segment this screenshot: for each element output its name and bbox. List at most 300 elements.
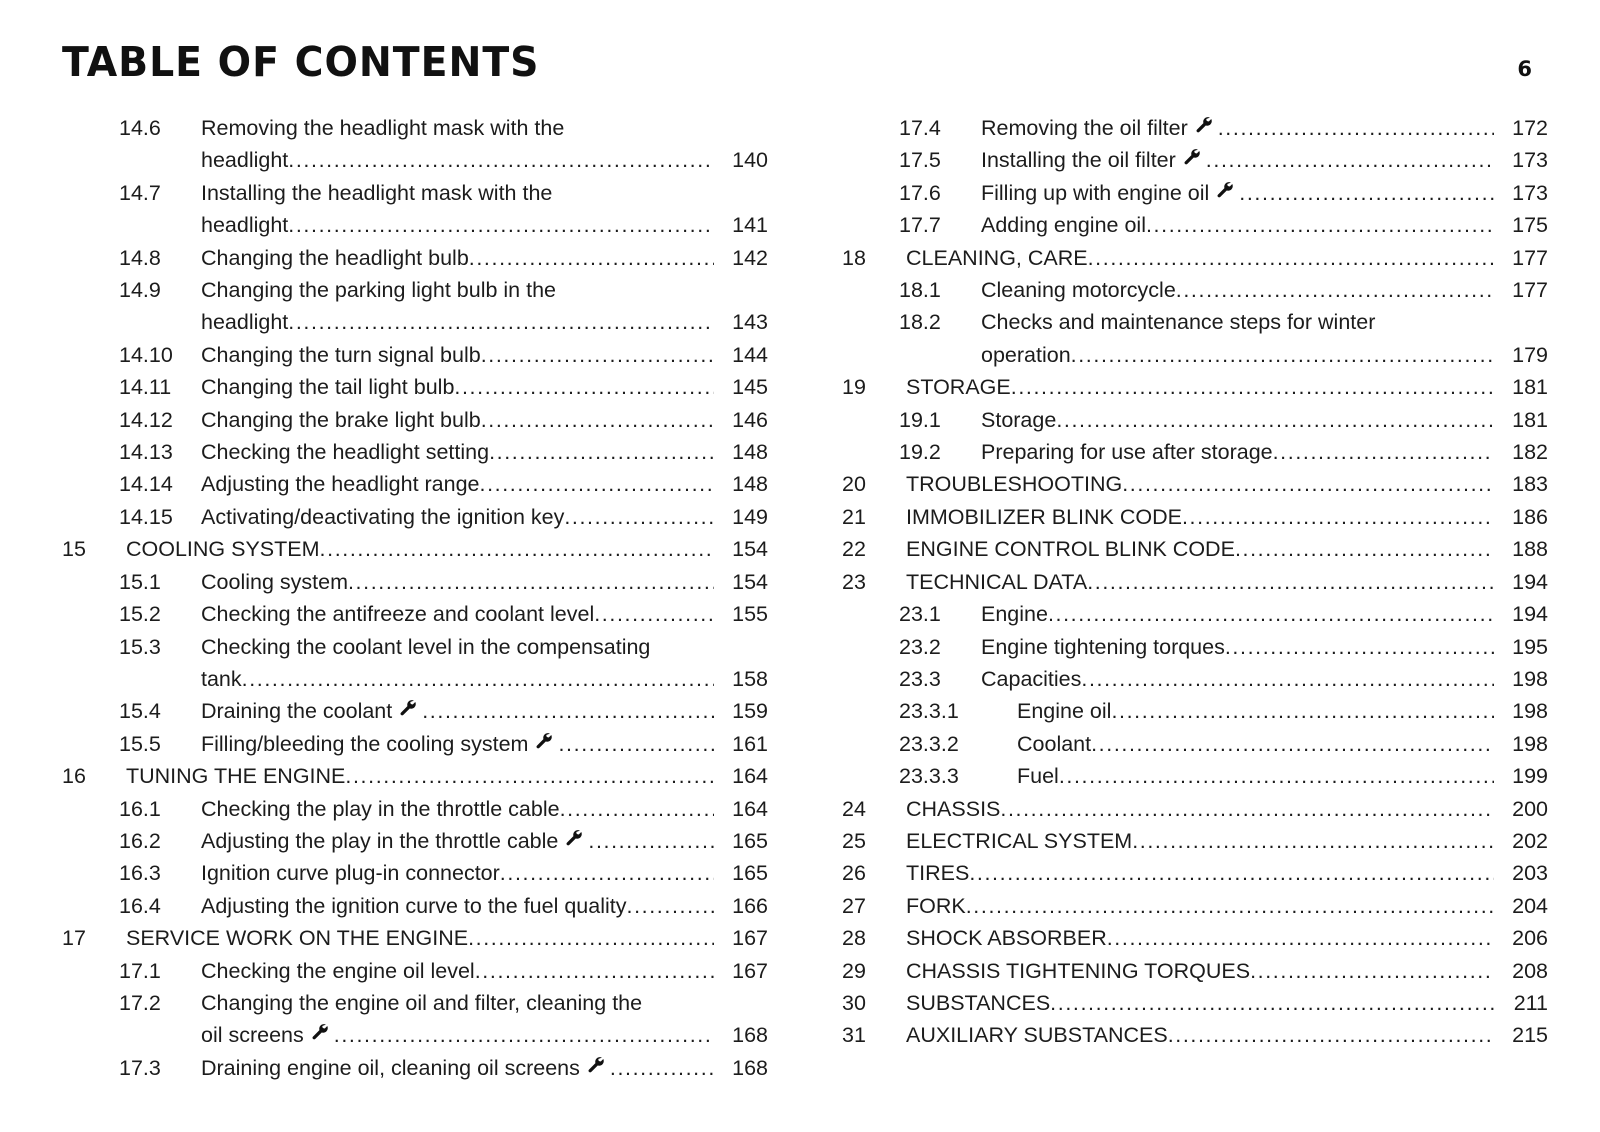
- toc-entry-body: [906, 501, 1548, 533]
- toc-entry-page: 204: [1512, 893, 1548, 918]
- toc-entry-label: Adjusting the ignition curve to the fuel quality: [201, 893, 627, 918]
- toc-entry-label: Filling/bleeding the cooling system: [201, 731, 529, 756]
- toc-leader-dots: [468, 922, 714, 954]
- toc-entry-body: [906, 468, 1548, 500]
- toc-entry-page: 143: [732, 310, 768, 335]
- toc-entry-number: 14.8: [119, 245, 161, 270]
- toc-leader-dots: [1218, 112, 1494, 144]
- toc-entry-body: [201, 242, 768, 274]
- toc-entry-page: 183: [1512, 472, 1548, 497]
- toc-entry-page: 165: [732, 828, 768, 853]
- toc-entry[interactable]: [62, 598, 768, 630]
- toc-entry[interactable]: [62, 695, 768, 727]
- toc-entry-number: 19.1: [899, 407, 941, 432]
- toc-entry-page: 177: [1512, 245, 1548, 270]
- page-header: [62, 38, 1538, 86]
- toc-entry-label: Storage: [981, 407, 1057, 432]
- toc-entry-label: Changing the headlight bulb: [201, 245, 469, 270]
- toc-leader-dots: [1206, 144, 1494, 176]
- toc-entry[interactable]: [62, 987, 768, 1052]
- toc-entry-number: 15.4: [119, 699, 161, 724]
- toc-entry-number: 26: [842, 861, 866, 886]
- toc-entry[interactable]: [842, 890, 1548, 922]
- toc-entry-number: 23.1: [899, 602, 941, 627]
- toc-leader-dots: [1182, 501, 1494, 533]
- toc-entry-page: 200: [1512, 796, 1548, 821]
- toc-entry[interactable]: [842, 566, 1548, 598]
- toc-entry[interactable]: [62, 793, 768, 825]
- toc-entry-body: [201, 371, 768, 403]
- toc-leader-dots: [1111, 695, 1494, 727]
- toc-entry-label: Draining the coolant: [201, 699, 393, 724]
- toc-entry-label: Checking the engine oil level: [201, 958, 475, 983]
- toc-entry-label: Changing the brake light bulb: [201, 407, 481, 432]
- toc-entry-label: Filling up with engine oil: [981, 180, 1210, 205]
- toc-entry-number: 16.3: [119, 861, 161, 886]
- toc-entry-page: 208: [1512, 958, 1548, 983]
- toc-entry-page: 173: [1512, 180, 1548, 205]
- toc-leader-dots: [588, 825, 714, 857]
- toc-entry-body: [201, 728, 768, 760]
- toc-entry-page: 154: [732, 569, 768, 594]
- toc-entry-body: [981, 306, 1548, 371]
- toc-entry[interactable]: [62, 339, 768, 371]
- toc-entry-number: 14.10: [119, 342, 173, 367]
- toc-entry-body: [1017, 695, 1548, 727]
- toc-entry-page: 145: [732, 375, 768, 400]
- toc-entry[interactable]: [842, 306, 1548, 371]
- toc-entry-label: Coolant: [1017, 731, 1092, 756]
- toc-entry[interactable]: [62, 274, 768, 339]
- toc-leader-dots: [1239, 177, 1494, 209]
- toc-entry-body: [201, 793, 768, 825]
- toc-entry-page: 188: [1512, 537, 1548, 562]
- toc-entry[interactable]: [842, 468, 1548, 500]
- toc-entry-label-continued: operation: [981, 342, 1071, 367]
- toc-entry[interactable]: [842, 987, 1548, 1019]
- toc-entry[interactable]: [842, 695, 1548, 727]
- toc-entry-number: 17.5: [899, 148, 941, 173]
- toc-entry-page: 167: [732, 926, 768, 951]
- toc-leader-dots: [1071, 339, 1494, 371]
- toc-entry-page: 154: [732, 537, 768, 562]
- toc-entry-number: 14.12: [119, 407, 173, 432]
- toc-leader-dots: [320, 533, 714, 565]
- toc-entry-body: [201, 825, 768, 857]
- toc-entry-body: [906, 533, 1548, 565]
- toc-entry-page: 164: [732, 796, 768, 821]
- toc-entry[interactable]: [62, 501, 768, 533]
- toc-entry-label: TECHNICAL DATA: [906, 569, 1088, 594]
- toc-entry-page: 198: [1512, 699, 1548, 724]
- toc-entry[interactable]: [62, 371, 768, 403]
- toc-entry-number: 14.15: [119, 504, 173, 529]
- toc-entry-label: AUXILIARY SUBSTANCES: [906, 1023, 1168, 1048]
- toc-entry[interactable]: [842, 825, 1548, 857]
- toc-entry-label: Changing the parking light bulb in the: [201, 278, 557, 303]
- toc-entry[interactable]: [842, 1019, 1548, 1051]
- toc-entry[interactable]: [842, 857, 1548, 889]
- toc-entry[interactable]: [62, 533, 768, 565]
- toc-leader-dots: [1050, 987, 1494, 1019]
- toc-entry-number: 23.3.2: [899, 731, 959, 756]
- toc-leader-dots: [1059, 760, 1494, 792]
- toc-entry-body: [201, 857, 768, 889]
- toc-entry-body: [201, 177, 768, 242]
- toc-entry-label: Checks and maintenance steps for winter: [981, 310, 1376, 335]
- toc-entry-page: 186: [1512, 504, 1548, 529]
- wrench-icon: [1181, 147, 1203, 167]
- toc-entry-number: 16.1: [119, 796, 161, 821]
- toc-leader-dots: [1176, 274, 1494, 306]
- toc-entry[interactable]: [842, 793, 1548, 825]
- toc-entry-body: [201, 695, 768, 727]
- toc-entry-label-continued: headlight: [201, 213, 289, 238]
- toc-entry[interactable]: [62, 177, 768, 242]
- toc-entry-body: [126, 533, 768, 565]
- wrench-icon: [397, 698, 419, 718]
- toc-entry-page: 142: [732, 245, 768, 270]
- toc-entry[interactable]: [62, 1052, 768, 1084]
- toc-entry-page: 149: [732, 504, 768, 529]
- toc-entry-label: Checking the play in the throttle cable: [201, 796, 560, 821]
- toc-entry-label: CLEANING, CARE: [906, 245, 1088, 270]
- toc-entry[interactable]: [842, 501, 1548, 533]
- toc-entry-number: 17.4: [899, 116, 941, 140]
- toc-entry[interactable]: [62, 566, 768, 598]
- toc-entry[interactable]: [62, 436, 768, 468]
- toc-entry[interactable]: [842, 371, 1548, 403]
- toc-entry-body: [201, 112, 768, 177]
- toc-entry-page: 164: [732, 764, 768, 789]
- toc-entry[interactable]: [62, 922, 768, 954]
- toc-leader-dots: [348, 566, 714, 598]
- toc-entry-number: 25: [842, 828, 866, 853]
- toc-entry-number: 17.3: [119, 1055, 161, 1080]
- toc-entry-page: 181: [1512, 375, 1548, 400]
- toc-entry-number: 18.2: [899, 310, 941, 335]
- toc-entry-page: 168: [732, 1055, 768, 1080]
- toc-entry-number: 23.3: [899, 666, 941, 691]
- toc-leader-dots: [1088, 242, 1494, 274]
- toc-entry-body: [201, 501, 768, 533]
- toc-leader-dots: [334, 1019, 714, 1051]
- toc-entry[interactable]: [62, 890, 768, 922]
- toc-entry-label: Adding engine oil: [981, 213, 1146, 238]
- toc-entry[interactable]: [842, 436, 1548, 468]
- toc-entry-label: TUNING THE ENGINE: [126, 764, 346, 789]
- toc-leader-dots: [1091, 728, 1494, 760]
- toc-entry-number: 21: [842, 504, 866, 529]
- toc-entry-body: [906, 987, 1548, 1019]
- toc-entry[interactable]: [62, 760, 768, 792]
- toc-leader-dots: [627, 890, 715, 922]
- toc-entry-label: IMMOBILIZER BLINK CODE: [906, 504, 1182, 529]
- toc-entry-body: [981, 663, 1548, 695]
- toc-columns: [62, 112, 1548, 1084]
- toc-leader-dots: [288, 306, 714, 338]
- toc-entry-body: [126, 922, 768, 954]
- toc-entry-body: [906, 793, 1548, 825]
- toc-entry-body: [201, 987, 768, 1052]
- toc-entry-label: Fuel: [1017, 764, 1059, 789]
- toc-leader-dots: [422, 695, 714, 727]
- toc-entry-page: 194: [1512, 602, 1548, 627]
- toc-entry-label: Adjusting the play in the throttle cable: [201, 828, 559, 853]
- toc-entry[interactable]: [62, 825, 768, 857]
- toc-leader-dots: [1168, 1019, 1494, 1051]
- toc-entry-body: [981, 177, 1548, 209]
- toc-leader-dots: [560, 793, 714, 825]
- toc-entry-page: 155: [732, 602, 768, 627]
- toc-entry-label-continued: headlight: [201, 148, 289, 173]
- toc-entry-label: Checking the headlight setting: [201, 440, 490, 465]
- toc-entry-page: 148: [732, 440, 768, 465]
- toc-entry-number: 17.7: [899, 213, 941, 238]
- toc-entry-label: TROUBLESHOOTING: [906, 472, 1123, 497]
- toc-entry-page: 181: [1512, 407, 1548, 432]
- toc-entry[interactable]: [842, 274, 1548, 306]
- toc-entry-body: [981, 631, 1548, 663]
- toc-entry-label: ELECTRICAL SYSTEM: [906, 828, 1133, 853]
- toc-entry[interactable]: [842, 631, 1548, 663]
- toc-entry-number: 23: [842, 569, 866, 594]
- toc-entry-body: [906, 922, 1548, 954]
- toc-leader-dots: [345, 760, 714, 792]
- toc-entry-number: 22: [842, 537, 866, 562]
- toc-entry-page: 141: [732, 213, 768, 238]
- toc-entry-body: [906, 890, 1548, 922]
- toc-entry[interactable]: [62, 112, 768, 177]
- toc-entry-label: SHOCK ABSORBER: [906, 926, 1107, 951]
- toc-entry-label: Installing the headlight mask with the: [201, 180, 553, 205]
- toc-entry-body: [981, 436, 1548, 468]
- toc-entry-label-continued: headlight: [201, 310, 289, 335]
- toc-entry[interactable]: [62, 631, 768, 696]
- toc-entry-number: 19: [842, 375, 866, 400]
- toc-entry-page: 202: [1512, 828, 1548, 853]
- toc-entry-label: Activating/deactivating the ignition key: [201, 504, 565, 529]
- toc-entry[interactable]: [62, 468, 768, 500]
- toc-leader-dots: [1122, 468, 1494, 500]
- toc-entry-label: Changing the turn signal bulb: [201, 342, 481, 367]
- toc-leader-dots: [1081, 663, 1494, 695]
- toc-entry[interactable]: [842, 760, 1548, 792]
- toc-column-right: [842, 112, 1548, 1084]
- toc-entry-number: 17.1: [119, 958, 161, 983]
- toc-leader-dots: [1225, 631, 1494, 663]
- toc-entry-page: 148: [732, 472, 768, 497]
- toc-entry-page: 165: [732, 861, 768, 886]
- toc-entry-page: 175: [1512, 213, 1548, 238]
- toc-entry-page: 177: [1512, 278, 1548, 303]
- toc-entry[interactable]: [842, 209, 1548, 241]
- toc-entry-body: [201, 339, 768, 371]
- toc-entry-number: 14.13: [119, 440, 173, 465]
- toc-entry[interactable]: [842, 242, 1548, 274]
- toc-entry-page: 203: [1512, 861, 1548, 886]
- toc-entry-label: STORAGE: [906, 375, 1011, 400]
- toc-entry-body: [906, 242, 1548, 274]
- toc-entry[interactable]: [842, 144, 1548, 176]
- toc-leader-dots: [469, 242, 714, 274]
- toc-entry-body: [201, 436, 768, 468]
- toc-entry-body: [1017, 760, 1548, 792]
- toc-entry-page: 167: [732, 958, 768, 983]
- toc-leader-dots: [454, 371, 714, 403]
- toc-entry-body: [906, 371, 1548, 403]
- toc-entry-label: ENGINE CONTROL BLINK CODE: [906, 537, 1235, 562]
- page-title: TABLE OF CONTENTS: [62, 38, 540, 86]
- toc-entry-body: [906, 955, 1548, 987]
- toc-entry-number: 15.5: [119, 731, 161, 756]
- toc-entry-label: Engine oil: [1017, 699, 1112, 724]
- toc-entry-body: [906, 566, 1548, 598]
- toc-entry[interactable]: [842, 533, 1548, 565]
- toc-entry[interactable]: [62, 955, 768, 987]
- toc-entry-label: Preparing for use after storage: [981, 440, 1273, 465]
- toc-leader-dots: [1048, 598, 1494, 630]
- toc-leader-dots: [594, 598, 714, 630]
- toc-entry-body: [201, 468, 768, 500]
- toc-entry[interactable]: [842, 598, 1548, 630]
- toc-entry[interactable]: [62, 857, 768, 889]
- toc-entry-number: 14.7: [119, 180, 161, 205]
- toc-entry-label: Engine tightening torques: [981, 634, 1225, 659]
- toc-entry-label: CHASSIS TIGHTENING TORQUES: [906, 958, 1251, 983]
- toc-leader-dots: [475, 955, 714, 987]
- toc-entry-number: 16: [62, 764, 86, 789]
- toc-entry-number: 17.6: [899, 180, 941, 205]
- toc-entry[interactable]: [62, 404, 768, 436]
- toc-entry-number: 27: [842, 893, 866, 918]
- toc-entry-page: 199: [1512, 764, 1548, 789]
- toc-entry-page: 168: [732, 1023, 768, 1048]
- toc-leader-dots: [288, 144, 714, 176]
- toc-entry-body: [126, 760, 768, 792]
- toc-entry-number: 23.3.1: [899, 699, 959, 724]
- wrench-icon: [563, 828, 585, 848]
- toc-entry-label: Removing the oil filter: [981, 116, 1188, 140]
- toc-entry-label: Checking the coolant level in the compensating: [201, 634, 651, 659]
- toc-entry[interactable]: [62, 242, 768, 274]
- toc-entry-number: 28: [842, 926, 866, 951]
- toc-entry-number: 16.2: [119, 828, 161, 853]
- toc-entry[interactable]: [62, 728, 768, 760]
- toc-entry-page: 158: [732, 666, 768, 691]
- toc-leader-dots: [966, 890, 1494, 922]
- toc-leader-dots: [969, 857, 1494, 889]
- toc-entry[interactable]: [842, 404, 1548, 436]
- toc-entry-number: 31: [842, 1023, 866, 1048]
- toc-entry-page: 182: [1512, 440, 1548, 465]
- toc-leader-dots: [564, 501, 714, 533]
- toc-entry-body: [981, 209, 1548, 241]
- toc-entry-label: TIRES: [906, 861, 970, 886]
- toc-entry-page: 194: [1512, 569, 1548, 594]
- toc-entry-number: 15: [62, 537, 86, 562]
- toc-entry-page: 159: [732, 699, 768, 724]
- toc-entry-label: Cooling system: [201, 569, 348, 594]
- toc-leader-dots: [1132, 825, 1494, 857]
- toc-entry-label: Capacities: [981, 666, 1082, 691]
- wrench-icon: [1214, 180, 1236, 200]
- toc-entry[interactable]: [842, 922, 1548, 954]
- toc-entry-page: 206: [1512, 926, 1548, 951]
- toc-leader-dots: [500, 857, 714, 889]
- wrench-icon: [1193, 115, 1215, 135]
- toc-entry-label: Cleaning motorcycle: [981, 278, 1176, 303]
- toc-entry-number: 17.2: [119, 990, 161, 1015]
- toc-entry-label: CHASSIS: [906, 796, 1001, 821]
- toc-entry-body: [201, 890, 768, 922]
- toc-entry[interactable]: [842, 112, 1548, 144]
- toc-entry-number: 30: [842, 990, 866, 1015]
- toc-entry-body: [981, 112, 1548, 144]
- toc-entry[interactable]: [842, 177, 1548, 209]
- toc-entry-body: [906, 857, 1548, 889]
- toc-leader-dots: [288, 209, 714, 241]
- toc-leader-dots: [489, 436, 714, 468]
- wrench-icon: [533, 731, 555, 751]
- toc-entry-body: [906, 825, 1548, 857]
- toc-entry-number: 23.2: [899, 634, 941, 659]
- wrench-icon: [585, 1055, 607, 1075]
- toc-leader-dots: [242, 663, 714, 695]
- toc-entry-body: [201, 631, 768, 696]
- toc-entry-label-continued: tank: [201, 666, 242, 691]
- toc-entry-page: 215: [1512, 1023, 1548, 1048]
- toc-entry-page: 211: [1513, 990, 1548, 1015]
- toc-leader-dots: [1107, 922, 1494, 954]
- toc-entry-page: 144: [732, 342, 768, 367]
- toc-entry-page: 172: [1512, 116, 1548, 140]
- toc-leader-dots: [610, 1052, 714, 1084]
- toc-entry-page: 195: [1512, 634, 1548, 659]
- toc-entry-label: Draining engine oil, cleaning oil screens: [201, 1055, 580, 1080]
- toc-entry-body: [201, 598, 768, 630]
- toc-entry-label: Removing the headlight mask with the: [201, 116, 565, 140]
- toc-entry[interactable]: [842, 663, 1548, 695]
- toc-entry-number: 15.1: [119, 569, 161, 594]
- toc-entry-body: [906, 1019, 1548, 1051]
- toc-entry-label: Adjusting the headlight range: [201, 472, 480, 497]
- toc-entry-label: Checking the antifreeze and coolant level: [201, 602, 595, 627]
- toc-entry-number: 16.4: [119, 893, 161, 918]
- toc-entry-body: [981, 598, 1548, 630]
- toc-entry[interactable]: [842, 728, 1548, 760]
- toc-leader-dots: [1056, 404, 1494, 436]
- toc-entry-number: 24: [842, 796, 866, 821]
- toc-entry-number: 20: [842, 472, 866, 497]
- toc-entry-body: [201, 566, 768, 598]
- toc-leader-dots: [481, 404, 714, 436]
- toc-entry-label: FORK: [906, 893, 966, 918]
- toc-entry-number: 19.2: [899, 440, 941, 465]
- toc-column-left: [62, 112, 768, 1084]
- toc-entry-label: Engine: [981, 602, 1048, 627]
- toc-entry-number: 14.14: [119, 472, 173, 497]
- toc-leader-dots: [558, 728, 714, 760]
- toc-entry-body: [981, 274, 1548, 306]
- wrench-icon: [309, 1022, 331, 1042]
- toc-leader-dots: [481, 339, 714, 371]
- toc-entry[interactable]: [842, 955, 1548, 987]
- toc-entry-body: [981, 404, 1548, 436]
- toc-leader-dots: [1273, 436, 1494, 468]
- toc-entry-number: 29: [842, 958, 866, 983]
- toc-entry-page: 146: [732, 407, 768, 432]
